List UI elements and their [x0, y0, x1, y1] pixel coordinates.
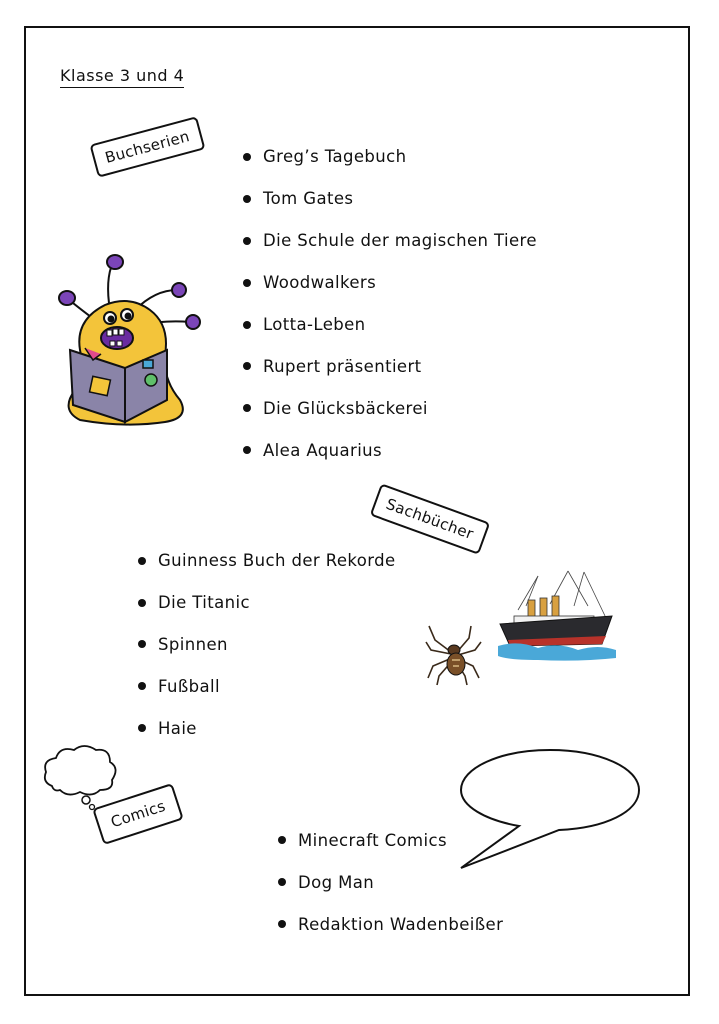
list-item	[243, 220, 537, 262]
bullet-icon	[243, 362, 251, 370]
bullet-icon	[278, 836, 286, 844]
list-item-text: Lotta-Leben	[263, 315, 366, 334]
list-item	[243, 136, 537, 178]
bullet-icon	[243, 279, 251, 287]
list-item	[243, 262, 537, 304]
list-item	[278, 861, 503, 903]
bullet-icon	[138, 640, 146, 648]
buchserien-label: Buchserien	[89, 116, 205, 177]
list-item-text: Rupert präsentiert	[263, 356, 422, 376]
reading-monster-illustration	[55, 250, 205, 430]
list-item-text: Greg’s Tagebuch	[263, 147, 407, 167]
list-item-text: Alea Aquarius	[263, 440, 383, 460]
spider-illustration	[425, 622, 483, 686]
list-item-text: Fußball	[158, 676, 220, 696]
bullet-icon	[243, 446, 251, 454]
page-heading: Klasse 3 und 4	[60, 66, 184, 88]
list-item	[138, 707, 396, 749]
bullet-icon	[243, 195, 251, 203]
bullet-icon	[138, 557, 146, 565]
list-item	[138, 624, 396, 666]
comics-label: Comics	[92, 783, 184, 845]
list-item-text: Haie	[158, 718, 197, 738]
list-item-text: Spinnen	[158, 634, 228, 654]
bullet-icon	[138, 599, 146, 607]
list-item-text: Die Glücksbäckerei	[263, 398, 428, 418]
list-item	[243, 304, 537, 346]
sachbuecher-label: Sachbücher	[370, 483, 490, 555]
list-item-text: Minecraft Comics	[298, 830, 447, 850]
list-item	[138, 540, 396, 582]
list-item-text: Guinness Buch der Rekorde	[158, 551, 396, 571]
ship-illustration	[498, 566, 616, 662]
comics-list	[278, 819, 503, 945]
list-item-text: Dog Man	[298, 872, 375, 892]
list-item	[138, 582, 396, 624]
bullet-icon	[243, 321, 251, 329]
bullet-icon	[243, 153, 251, 161]
bullet-icon	[243, 237, 251, 245]
bullet-icon	[138, 682, 146, 690]
list-item-text: Die Schule der magischen Tiere	[263, 231, 537, 251]
list-item	[243, 429, 537, 471]
list-item	[278, 903, 503, 945]
list-item-text: Redaktion Wadenbeißer	[298, 914, 504, 934]
thought-cloud-illustration	[40, 742, 120, 810]
bullet-icon	[243, 404, 251, 412]
list-item	[243, 387, 537, 429]
list-item	[138, 665, 396, 707]
list-item-text: Woodwalkers	[263, 273, 377, 293]
list-item-text: Die Titanic	[158, 593, 250, 613]
list-item	[278, 819, 503, 861]
buchserien-list	[243, 136, 537, 471]
list-item	[243, 345, 537, 387]
list-item	[243, 178, 537, 220]
list-item-text: Tom Gates	[263, 189, 354, 209]
bullet-icon	[278, 878, 286, 886]
sachbuecher-list	[138, 540, 396, 749]
bullet-icon	[138, 724, 146, 732]
bullet-icon	[278, 920, 286, 928]
